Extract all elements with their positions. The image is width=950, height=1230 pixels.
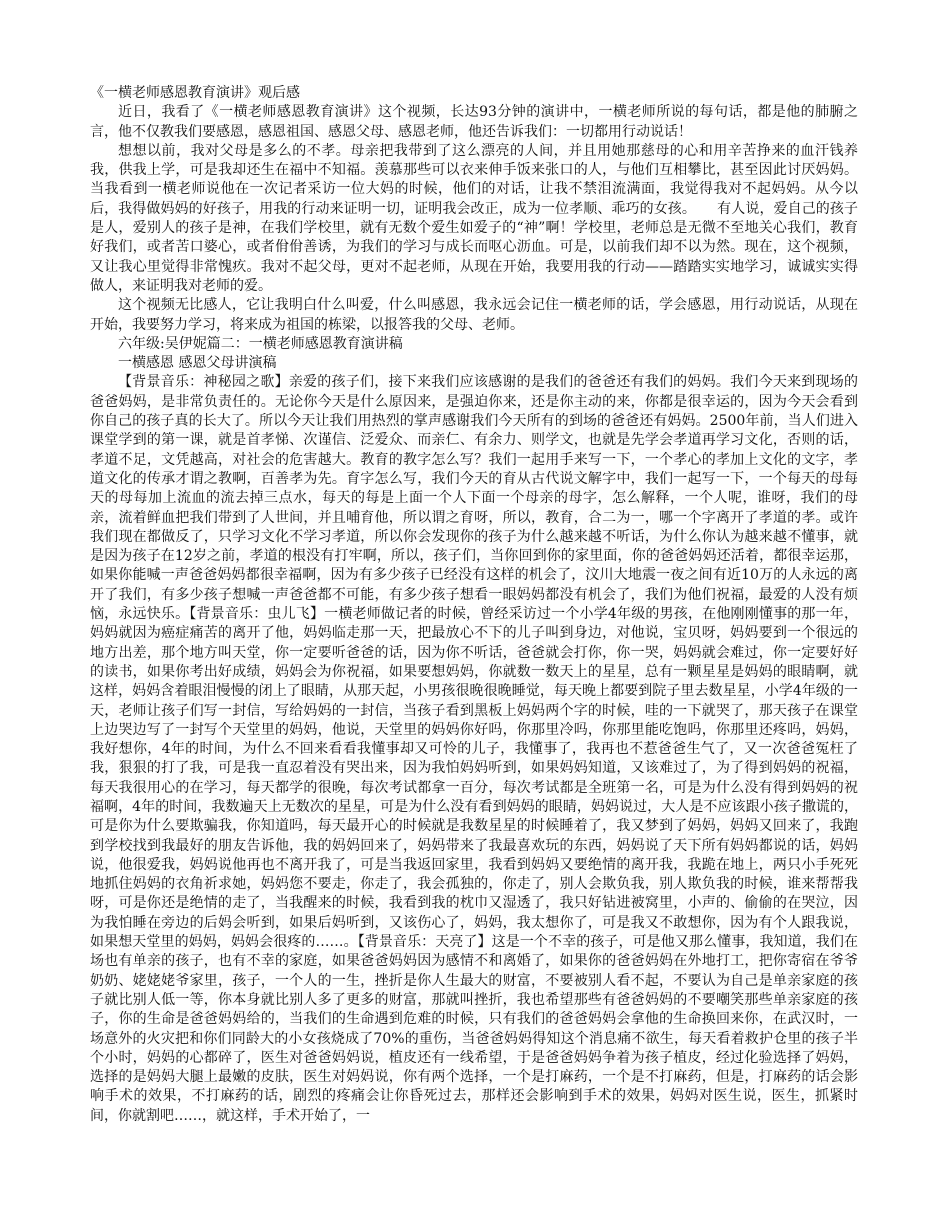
- paragraph-2: 想想以前，我对父母是多么的不孝。母亲把我带到了这么漂亮的人间，并且用她那慈母的心和用辛苦挣来的血汗钱养我，供我上学，可是我却还生在福中不知福。羡慕那些可以衣来伸手饭来张口的人，与他们互相攀比，甚至因此讨厌妈妈。当我看到一横老师说他在一次记者采访一位大妈的时候，他们的对话，让我不禁泪流满面，我觉得我对不起妈妈。从今以后，我得做妈妈的好孩子，用我的行动来证明一切，证明我会改正，成为一位孝顺、乖巧的女孩。 有人说，爱自己的孩子是人，爱别人的孩子是神，在我们学校里，就有无数个爱生如爱子的“神”啊！学校里，老师总是无微不至地关心我们，教育好我们，或者苦口婆心，或者佾佾善诱，为我们的学习与成长而呕心沥血。可是，以前我们却不以为然。现在，这个视频，又让我心里觉得非常愧疚。我对不起父母，更对不起老师，从现在开始，我要用我的行动——踏踏实实地学习，诚诚实实得做人，来证明我对老师的爱。: [90, 142, 858, 294]
- paragraph-3: 这个视频无比感人，它让我明白什么叫爱，什么叫感恩，我永远会记住一横老师的话，学会感恩，用行动说话，从现在开始，我要努力学习，将来成为祖国的栋梁，以报答我的父母、老师。: [90, 297, 858, 333]
- paragraph-6: 【背景音乐：神秘园之歌】亲爱的孩子们，接下来我们应该感谢的是我们的爸爸还有我们的妈妈。我们今天来到现场的爸爸妈妈，是非常负责任的。无论你今天是什么原因来，是强迫你来，还是你主动的来，你都是很幸运的，因为今天会看到你自己的孩子真的长大了。所以今天让我们用热烈的掌声感谢我们今天所有的到场的爸爸还有妈妈。2500年前，当人们进入课堂学到的第一课，就是首孝悌、次谨信、泛爱众、而亲仁、有余力、则学文，也就是先学会孝道再学习文化，否则的话，孝道不足，文凭越高，对社会的危害越大。教育的教字怎么写？我们一起用手来写一下，一个孝心的孝加上文化的文字，孝道文化的传承才谓之教啊，百善孝为先。育字怎么写，我们今天的育从古代说文解字中，我们一起写一下，一个每天的母每天的母每加上流血的流去掉三点水，每天的每是上面一个人下面一个母亲的母字，怎么解释，一个人呢，谁呀，我们的母亲，流着鲜血把我们带到了人世间，并且哺育他，所以谓之育呀，所以，教育，合二为一，哪一个字离开了孝道的孝。或许我们现在都做反了，只学习文化不学习孝道，所以你会发现你的孩子为什么越来越不听话，为什么你认为越来越不懂事，就是因为孩子在12岁之前，孝道的根没有打牢啊，所以，孩子们，当你回到你的家里面，你的爸爸妈妈还活着，都很幸运那，如果你能喊一声爸爸妈妈都很幸福啊，因为有多少孩子已经没有这样的机会了，汶川大地震一夜之间有近10万的人永远的离开了我们，有多少孩子想喊一声爸爸都不可能，有多少孩子想看一眼妈妈都没有机会了，我们为他们祝福，最爱的人没有烦恼，永远快乐。【背景音乐：虫儿飞】一横老师做记者的时候，曾经采访过一个小学4年级的男孩，在他刚刚懂事的那一年，妈妈就因为癌症痛苦的离开了他，妈妈临走那一天，把最放心不下的儿子叫到身边，对他说，宝贝呀，妈妈要到一个很远的地方出差，那个地方叫天堂，你一定要听爸爸的话，因为你不听话，爸爸就会打你，你一哭，妈妈就会难过，你一定要好好的读书，如果你考出好成绩，妈妈会为你祝福，如果要想妈妈，你就数一数天上的星星，总有一颗星星是妈妈的眼睛啊，就这样，妈妈含着眼泪慢慢的闭上了眼睛，从那天起，小男孩很晚很晚睡觉，每天晚上都要到院子里去数星星，小学4年级的一天，老师让孩子们写一封信，写给妈妈的一封信，当孩子看到黑板上妈妈两个字的时候，哇的一下就哭了，那天孩子在课堂上边哭边写了一封写个天堂里的妈妈，他说，天堂里的妈妈你好吗，你那里冷吗，你那里能吃饱吗，你那里还疼吗，妈妈，我好想你，4年的时间，为什么不回来看看我懂事却又可怜的儿子，我懂事了，我再也不惹爸爸生气了，又一次爸爸冤枉了我，狠狠的打了我，可是我一直忍着没有哭出来，因为我怕妈妈听到，如果妈妈知道，又该难过了，为了得到妈妈的祝福，每天我很用心的在学习，每天都学的很晚，每次考试都拿一百分，每次考试都是全班第一名，可是为什么没有得到妈妈的祝福啊，4年的时间，我数遍天上无数次的星星，可是为什么没有看到妈妈的眼睛，妈妈说过，大人是不应该跟小孩子撒谎的，可是你为什么要欺骗我，你知道吗，每天最开心的时候就是我数星星的时候睡着了，我又梦到了妈妈，妈妈又回来了，我跑到学校找到我最好的朋友告诉他，我的妈妈回来了，妈妈带来了我最喜欢玩的东西，妈妈说了天下所有妈妈都说的话，妈妈说，他很爱我，妈妈说他再也不离开我了，可是当我返回家里，我看到妈妈又要绝情的离开我，我跪在地上，两只小手死死地抓住妈妈的衣角祈求她，妈妈您不要走，你走了，我会孤独的，你走了，别人会欺负我，别人欺负我的时候，谁来帮帮我呀，可是你还是绝情的走了，当我醒来的时候，我看到我的枕巾又湿透了，我只好钻进被窝里，小声的、偷偷的在哭泣，因为我怕睡在旁边的后妈会听到，如果后妈听到，又该伤心了，妈妈，我太想你了，可是我又不敢想你，因为有个人跟我说，如果想天堂里的妈妈，妈妈会很疼的……。【背景音乐：天亮了】这是一个不幸的孩子，可是他又那么懂事，我知道，我们在场也有单亲的孩子，也有不幸的家庭，如果爸爸妈妈因为感情不和离婚了，如果你的爸爸妈妈在外地打工，把你寄宿在爷爷奶奶、姥姥姥爷家里，孩子，一个人的一生，挫折是你人生最大的财富，不要被别人看不起，不要认为自己是单亲家庭的孩子就比别人低一等，你本身就比别人多了更多的财富，那就叫挫折，我也希望那些有爸爸妈妈的不要嘲笑那些单亲家庭的孩子，你的生命是爸爸妈妈给的，当我们的生命遇到危难的时候，只有我们的爸爸妈妈会拿他的生命换回来你，在武汉时，一场意外的火灾把和你们同龄大的小女孩烧成了70%的重伤，当爸爸妈妈得知这个消息痛不欲生，每天看着救护仓里的孩子半个小时，妈妈的心都碎了，医生对爸爸妈妈说，植皮还有一线希望，于是爸爸妈妈争着为孩子植皮，经过化验选择了妈妈，选择的是妈妈大腿上最嫩的皮肤，医生对妈妈说，你有两个选择，一个是打麻药，一个是不打麻药，但是，打麻药的话会影响手术的效果，不打麻药的话，剧烈的疼痛会让你昏死过去，那样还会影响到手术的效果，妈妈对医生说，医生，抓紧时间，你就割吧……，就这样，手术开始了，一: [90, 374, 858, 1124]
- paragraph-4: 六年级:吴伊妮篇二：一横老师感恩教育演讲稿: [118, 335, 403, 352]
- document-title: 《一横老师感恩教育演讲》观后感: [90, 85, 300, 101]
- paragraph-1: 近日，我看了《一横老师感恩教育演讲》这个视频，长达93分钟的演讲中，一横老师所说的每句话，都是他的肺腑之言，他不仅教我们要感恩，感恩祖国、感恩父母、感恩老师，他还告诉我们：一切都用行动说话！: [90, 104, 858, 140]
- paragraph-5: 一横感恩 感恩父母讲演稿: [118, 355, 277, 372]
